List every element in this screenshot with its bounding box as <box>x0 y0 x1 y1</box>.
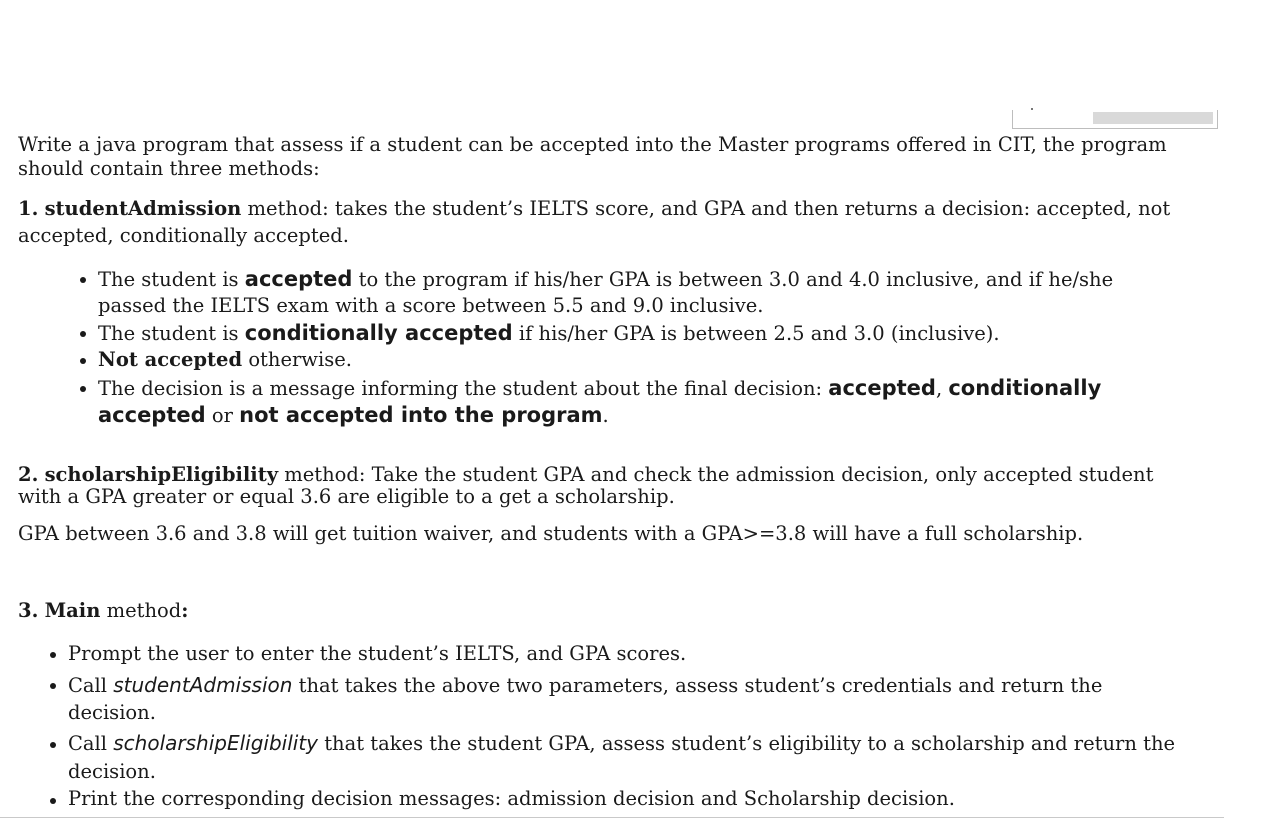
document-body <box>18 0 1218 820</box>
page-bottom-rule <box>0 817 1224 818</box>
section2-number: 2. <box>18 463 39 486</box>
bullet-dot <box>50 742 56 748</box>
student-admission-italic: studentAdmission <box>113 673 293 697</box>
bullet-dot <box>50 683 56 689</box>
bullet-dot <box>50 798 56 804</box>
accepted-bold: accepted <box>244 267 353 291</box>
s1-bullet-3: Not accepted otherwise. <box>98 348 352 371</box>
s3-bullet-4: Print the corresponding decision messages: admission decision and Scholarship decision. <box>68 787 955 810</box>
s3-bullet-1: Prompt the user to enter the student’s IELTS, and GPA scores. <box>68 642 687 665</box>
bullet-dot <box>80 331 86 337</box>
s3-bullet-2-line-2: decision. <box>68 701 156 724</box>
section3-method-name: Main <box>44 599 101 622</box>
s1-bullet-1-line-2: passed the IELTS exam with a score between 5.5 and 9.0 inclusive. <box>98 294 764 317</box>
bullet-dot <box>50 652 56 658</box>
s1-bullet-4-line-2: accepted or not accepted into the program. <box>98 403 609 427</box>
section2-method-name: scholarshipEligibility <box>44 463 279 486</box>
section3-heading-line: 3. Main method: <box>18 599 189 622</box>
section1-method-name: studentAdmission <box>44 197 242 220</box>
section2-heading-line: 2. scholarshipEligibility method: Take the student GPA and check the admission decision, only accepted student <box>18 463 1154 486</box>
s3-bullet-3-line-2: decision. <box>68 760 156 783</box>
intro-line-2: should contain three methods: <box>18 157 320 180</box>
scholarship-eligibility-italic: scholarshipEligibility <box>113 731 318 755</box>
bullet-dot <box>80 358 86 364</box>
section3-number: 3. <box>18 599 39 622</box>
section1-number: 1. <box>18 197 39 220</box>
intro-line-1: Write a java program that assess if a student can be accepted into the Master programs offered in CIT, the program <box>18 133 1167 156</box>
s1-bullet-4-line-1: The decision is a message informing the student about the final decision: accepted, conditionally <box>98 376 1102 400</box>
s3-bullet-3-line-1: Call scholarshipEligibility that takes the student GPA, assess student’s eligibility to a scholarship and return the <box>68 731 1176 755</box>
bullet-dot <box>80 277 86 283</box>
section1-heading-line <box>18 197 1170 221</box>
conditionally-accepted-bold: conditionally accepted <box>244 321 513 345</box>
s1-bullet-2: The student is conditionally accepted if his/her GPA is between 2.5 and 3.0 (inclusive). <box>98 321 1000 345</box>
section1-line1-text: method: takes the student’s IELTS score, and GPA and then returns a decision: accepted, not <box>247 197 1171 220</box>
s3-bullet-2-line-1: Call studentAdmission that takes the above two parameters, assess student’s credentials and return the <box>68 673 1103 697</box>
s1-bullet-1-line-1: The student is accepted to the program if his/her GPA is between 3.0 and 4.0 inclusive, and if he/she <box>98 267 1114 291</box>
section2-line-2: with a GPA greater or equal 3.6 are eligible to a get a scholarship. <box>18 485 675 508</box>
not-accepted-bold: Not accepted <box>98 348 243 371</box>
bullet-dot <box>80 386 86 392</box>
section1-line-2: accepted, conditionally accepted. <box>18 224 349 247</box>
section2-line-3: GPA between 3.6 and 3.8 will get tuition waiver, and students with a GPA>=3.8 will have a full scholarship. <box>18 522 1084 545</box>
